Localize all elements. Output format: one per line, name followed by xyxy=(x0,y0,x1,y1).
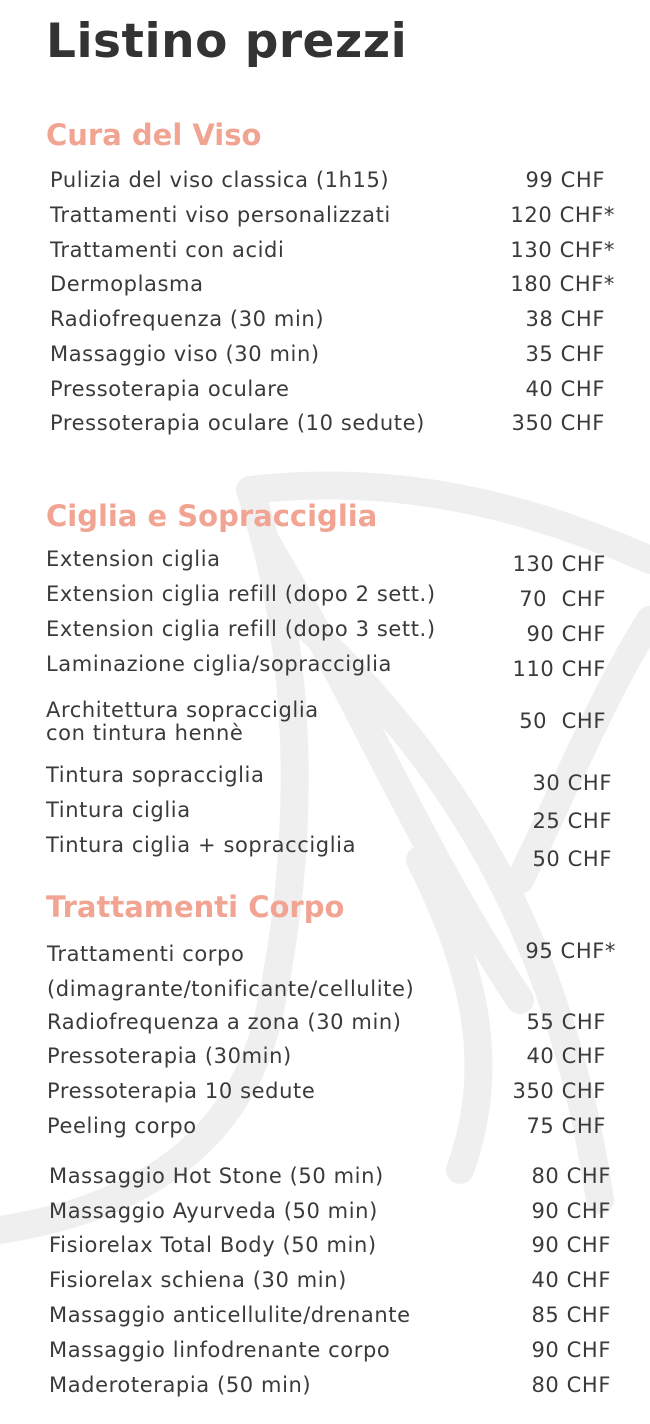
price-row xyxy=(50,340,615,370)
item-price: 40 CHF xyxy=(531,1268,611,1292)
price-row xyxy=(47,1077,606,1107)
item-price: 25 CHF xyxy=(532,809,612,833)
item-price: 70 CHF xyxy=(519,587,606,611)
item-price: 80 CHF xyxy=(531,1373,611,1397)
price-row xyxy=(50,305,615,335)
item-price: 35 CHF xyxy=(525,342,605,366)
price-row xyxy=(46,545,606,575)
item-price: 350 CHF xyxy=(512,1079,606,1103)
item-name: Fisiorelax schiena (30 min) xyxy=(49,1268,347,1292)
price-row xyxy=(50,375,615,405)
item-name: Massaggio anticellulite/drenante xyxy=(49,1303,411,1327)
item-price: 40 CHF xyxy=(526,1044,606,1068)
item-name: Fisiorelax Total Body (50 min) xyxy=(49,1233,377,1257)
price-row xyxy=(50,166,615,196)
item-name: Radiofrequenza (30 min) xyxy=(50,307,325,331)
item-price: 180 CHF* xyxy=(510,272,615,296)
item-name: Maderoterapia (50 min) xyxy=(49,1373,312,1397)
price-row xyxy=(46,615,606,645)
price-row xyxy=(49,1336,611,1366)
item-name: Pressoterapia oculare (10 sedute) xyxy=(50,411,425,435)
item-price: 130 CHF* xyxy=(510,238,615,262)
section-title-cura-viso: Cura del Viso xyxy=(46,118,262,152)
item-name: Pulizia del viso classica (1h15) xyxy=(50,168,390,192)
item-name: Trattamenti corpo (dimagrante/tonificante/cellulite) xyxy=(47,942,415,1001)
price-row xyxy=(49,1197,611,1227)
price-row xyxy=(46,761,612,795)
item-name: Massaggio viso (30 min) xyxy=(50,342,320,366)
price-row xyxy=(47,937,616,1001)
item-price: 130 CHF xyxy=(512,552,606,576)
section-title-trattamenti-corpo: Trattamenti Corpo xyxy=(46,890,345,924)
item-price: 85 CHF xyxy=(531,1303,611,1327)
item-name: Pressoterapia oculare xyxy=(50,377,290,401)
item-name: Massaggio Hot Stone (50 min) xyxy=(49,1164,384,1188)
item-price: 55 CHF xyxy=(526,1010,606,1034)
price-row xyxy=(49,1301,611,1331)
item-price: 120 CHF* xyxy=(510,203,615,227)
item-name: Tintura ciglia + sopracciglia xyxy=(46,833,357,857)
item-price: 350 CHF xyxy=(511,411,605,435)
item-price: 90 CHF xyxy=(526,622,606,646)
item-name: Tintura sopracciglia xyxy=(46,763,265,787)
price-row xyxy=(46,831,612,871)
item-name: Radiofrequenza a zona (30 min) xyxy=(47,1010,402,1034)
item-price: 99 CHF xyxy=(525,168,605,192)
item-name: Tintura ciglia xyxy=(46,798,191,822)
price-row xyxy=(49,1231,611,1261)
item-name: Extension ciglia refill (dopo 3 sett.) xyxy=(46,617,436,641)
price-row xyxy=(49,1266,611,1296)
price-row xyxy=(50,270,615,300)
item-price: 30 CHF xyxy=(532,771,612,795)
item-name: Massaggio linfodrenante corpo xyxy=(49,1338,391,1362)
item-price: 80 CHF xyxy=(531,1164,611,1188)
item-price: 75 CHF xyxy=(526,1114,606,1138)
price-row xyxy=(49,1162,611,1192)
price-row xyxy=(50,201,615,231)
item-price: 110 CHF xyxy=(512,657,606,681)
item-price: 40 CHF xyxy=(525,377,605,401)
price-row xyxy=(46,580,606,610)
item-name: Laminazione ciglia/sopracciglia xyxy=(46,652,392,676)
price-row xyxy=(47,1042,606,1072)
price-row xyxy=(50,236,615,266)
price-row xyxy=(50,409,615,439)
price-row xyxy=(47,1008,606,1038)
item-price: 95 CHF* xyxy=(525,939,616,963)
item-price: 90 CHF xyxy=(531,1233,611,1257)
price-row xyxy=(46,699,606,749)
item-name: Trattamenti con acidi xyxy=(50,238,285,262)
item-price: 50 CHF xyxy=(532,847,612,871)
item-name: Extension ciglia refill (dopo 2 sett.) xyxy=(46,582,436,606)
item-name: Dermoplasma xyxy=(50,272,204,296)
item-price: 90 CHF xyxy=(531,1338,611,1362)
item-name: Extension ciglia xyxy=(46,547,221,571)
item-price: 90 CHF xyxy=(531,1199,611,1223)
item-name: Architettura sopracciglia con tintura hennè xyxy=(46,698,319,745)
price-row xyxy=(47,1112,606,1142)
price-row xyxy=(49,1371,611,1401)
item-price: 38 CHF xyxy=(525,307,605,331)
item-name: Peeling corpo xyxy=(47,1114,197,1138)
page-title: Listino prezzi xyxy=(46,14,408,69)
price-row xyxy=(46,650,606,680)
item-name: Pressoterapia (30min) xyxy=(47,1044,292,1068)
item-name: Pressoterapia 10 sedute xyxy=(47,1079,316,1103)
item-price: 50 CHF xyxy=(519,709,606,733)
item-name: Trattamenti viso personalizzati xyxy=(50,203,391,227)
price-row xyxy=(46,796,612,833)
item-name: Massaggio Ayurveda (50 min) xyxy=(49,1199,378,1223)
section-title-ciglia-sopracciglia: Ciglia e Sopracciglia xyxy=(46,499,378,533)
